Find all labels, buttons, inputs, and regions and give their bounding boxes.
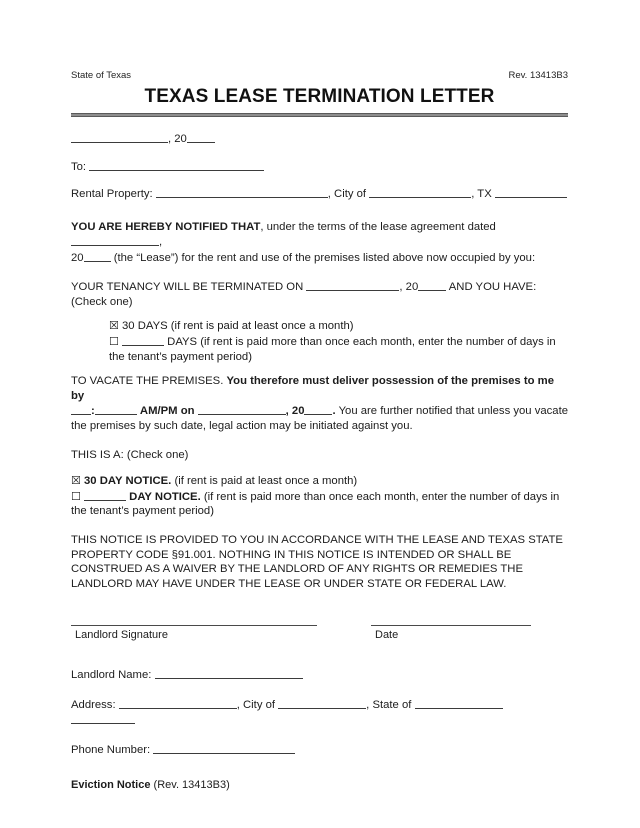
notice-option-custom-day[interactable] [71, 489, 568, 519]
to-line [71, 159, 568, 175]
tenancy-check-one: AND YOU HAVE: (Check one) [71, 281, 537, 308]
to-blank[interactable] [89, 159, 264, 171]
date-blank[interactable] [71, 131, 168, 143]
address-city-blank[interactable] [278, 697, 366, 709]
legal-notice-paragraph: THIS NOTICE IS PROVIDED TO YOU IN ACCORDANCE WITH THE LEASE AND TEXAS STATE PROPERTY CODE §91.001. NOTHING IN THIS NOTICE IS INTENDED OR SHALL BE CONSTRUED AS A WAIVER BY THE LANDLORD OF ANY RIGHTS OR REMEDIES THE LANDLORD MAY HAVE UNDER THE LEASE OR UNDER STATE OR FEDERAL LAW. [71, 534, 563, 590]
date-label: Date [375, 629, 399, 642]
days-count-blank[interactable] [122, 334, 164, 346]
vacate-time-colon: : [91, 405, 95, 418]
tenancy-year-prefix: , 20 [399, 281, 419, 294]
lease-year-blank[interactable] [84, 250, 111, 262]
checkbox-unchecked-icon[interactable]: ☐ [109, 335, 119, 349]
rental-property-blank[interactable] [156, 186, 328, 198]
city-blank[interactable] [369, 186, 471, 198]
phone-label: Phone Number: [71, 743, 151, 756]
address-blank[interactable] [119, 697, 237, 709]
vacate-lead: TO VACATE THE PREMISES. [71, 375, 224, 388]
hereby-notified-comma: , [159, 236, 163, 249]
address-line [71, 697, 568, 728]
days-option-custom-label: DAYS [167, 336, 198, 349]
notice-option-30-day-label: 30 DAY NOTICE. [84, 475, 172, 488]
address-state-blank[interactable] [415, 697, 503, 709]
footer-title: Eviction Notice [71, 779, 151, 791]
vacate-date-blank[interactable] [198, 403, 286, 415]
vacate-year-prefix: , 20 [285, 405, 305, 418]
address-zip-blank[interactable] [71, 712, 135, 724]
address-state-label: , State of [366, 698, 412, 711]
vacate-minute-blank[interactable] [95, 403, 137, 415]
checkbox-checked-icon[interactable]: ☒ [71, 474, 81, 488]
lease-year-prefix: 20 [71, 251, 84, 264]
landlord-name-blank[interactable] [155, 667, 303, 679]
signature-row [71, 625, 568, 659]
date-line [71, 131, 568, 147]
landlord-signature-line[interactable] [71, 625, 317, 626]
date-year-blank[interactable] [187, 131, 215, 143]
checkbox-checked-icon[interactable]: ☒ [109, 319, 119, 333]
to-label: To: [71, 160, 87, 173]
page-title: TEXAS LEASE TERMINATION LETTER [144, 86, 495, 107]
state-label: State of Texas [71, 70, 132, 81]
document-header [71, 70, 568, 82]
days-option-30-note: (if rent is paid at least once a month) [170, 320, 354, 333]
vacate-year-blank[interactable] [304, 403, 332, 415]
phone-blank[interactable] [153, 742, 295, 754]
date-signature-line[interactable] [371, 625, 531, 626]
checkbox-unchecked-icon[interactable]: ☐ [71, 489, 81, 503]
document-body [71, 70, 568, 757]
notice-option-custom-day-label: DAY NOTICE. [129, 490, 201, 503]
hereby-notified-rest: , under the terms of the lease agreement dated [260, 220, 496, 233]
days-option-custom[interactable] [109, 334, 568, 364]
notice-option-30-day-note: (if rent is paid at least once a month) [174, 475, 358, 488]
tenancy-terminated-line [71, 279, 568, 309]
days-option-30[interactable] [109, 319, 568, 334]
phone-line [71, 742, 568, 758]
days-option-custom-note: (if rent is paid more than once each month, enter the number of days in the tenant’s payment period) [109, 336, 556, 363]
address-city-label: , City of [236, 698, 276, 711]
termination-date-blank[interactable] [306, 279, 399, 291]
hereby-notified-bold: YOU ARE HEREBY NOTIFIED THAT [71, 220, 261, 233]
rental-property-label: Rental Property: [71, 188, 153, 200]
landlord-signature-label: Landlord Signature [75, 629, 168, 642]
state-abbrev-label: , TX [471, 188, 492, 200]
address-label: Address: [71, 698, 116, 711]
revision-label: Rev. 13413B3 [508, 70, 568, 81]
lease-paragraph-rest: (the “Lease”) for the rent and use of the premises listed above now occupied by you: [113, 251, 536, 264]
vacate-period: . [332, 405, 336, 418]
rental-property-line [71, 186, 568, 202]
days-option-30-label: 30 DAYS [122, 320, 168, 333]
city-of-label: , City of [327, 188, 367, 200]
tenancy-label: YOUR TENANCY WILL BE TERMINATED ON [71, 281, 304, 294]
vacate-ampm: AM/PM on [139, 405, 195, 418]
vacate-bold-1: You therefore must deliver possession of the premises to me by [71, 375, 554, 402]
notice-option-30-day[interactable] [71, 474, 568, 489]
notice-days-count-blank[interactable] [84, 489, 126, 501]
hereby-notified-paragraph [71, 220, 568, 266]
date-year-prefix: , 20 [168, 133, 187, 145]
this-is-a-label: THIS IS A: (Check one) [71, 448, 189, 461]
vacate-hour-blank[interactable] [71, 403, 91, 415]
footer-revision: (Rev. 13413B3) [153, 779, 230, 791]
notice-option-custom-day-note: (if rent is paid more than once each month, enter the number of days in the tenant’s payment period) [71, 490, 560, 518]
document-footer [71, 778, 230, 792]
lease-date-blank[interactable] [71, 234, 159, 246]
vacate-paragraph [71, 374, 568, 433]
termination-year-blank[interactable] [418, 279, 446, 291]
landlord-name-line [71, 667, 568, 683]
zip-blank[interactable] [495, 186, 567, 198]
landlord-name-label: Landlord Name: [71, 669, 152, 682]
vacate-rest: You are further notified that unless you vacate the premises by such date, legal action may be initiated against you. [71, 405, 568, 433]
